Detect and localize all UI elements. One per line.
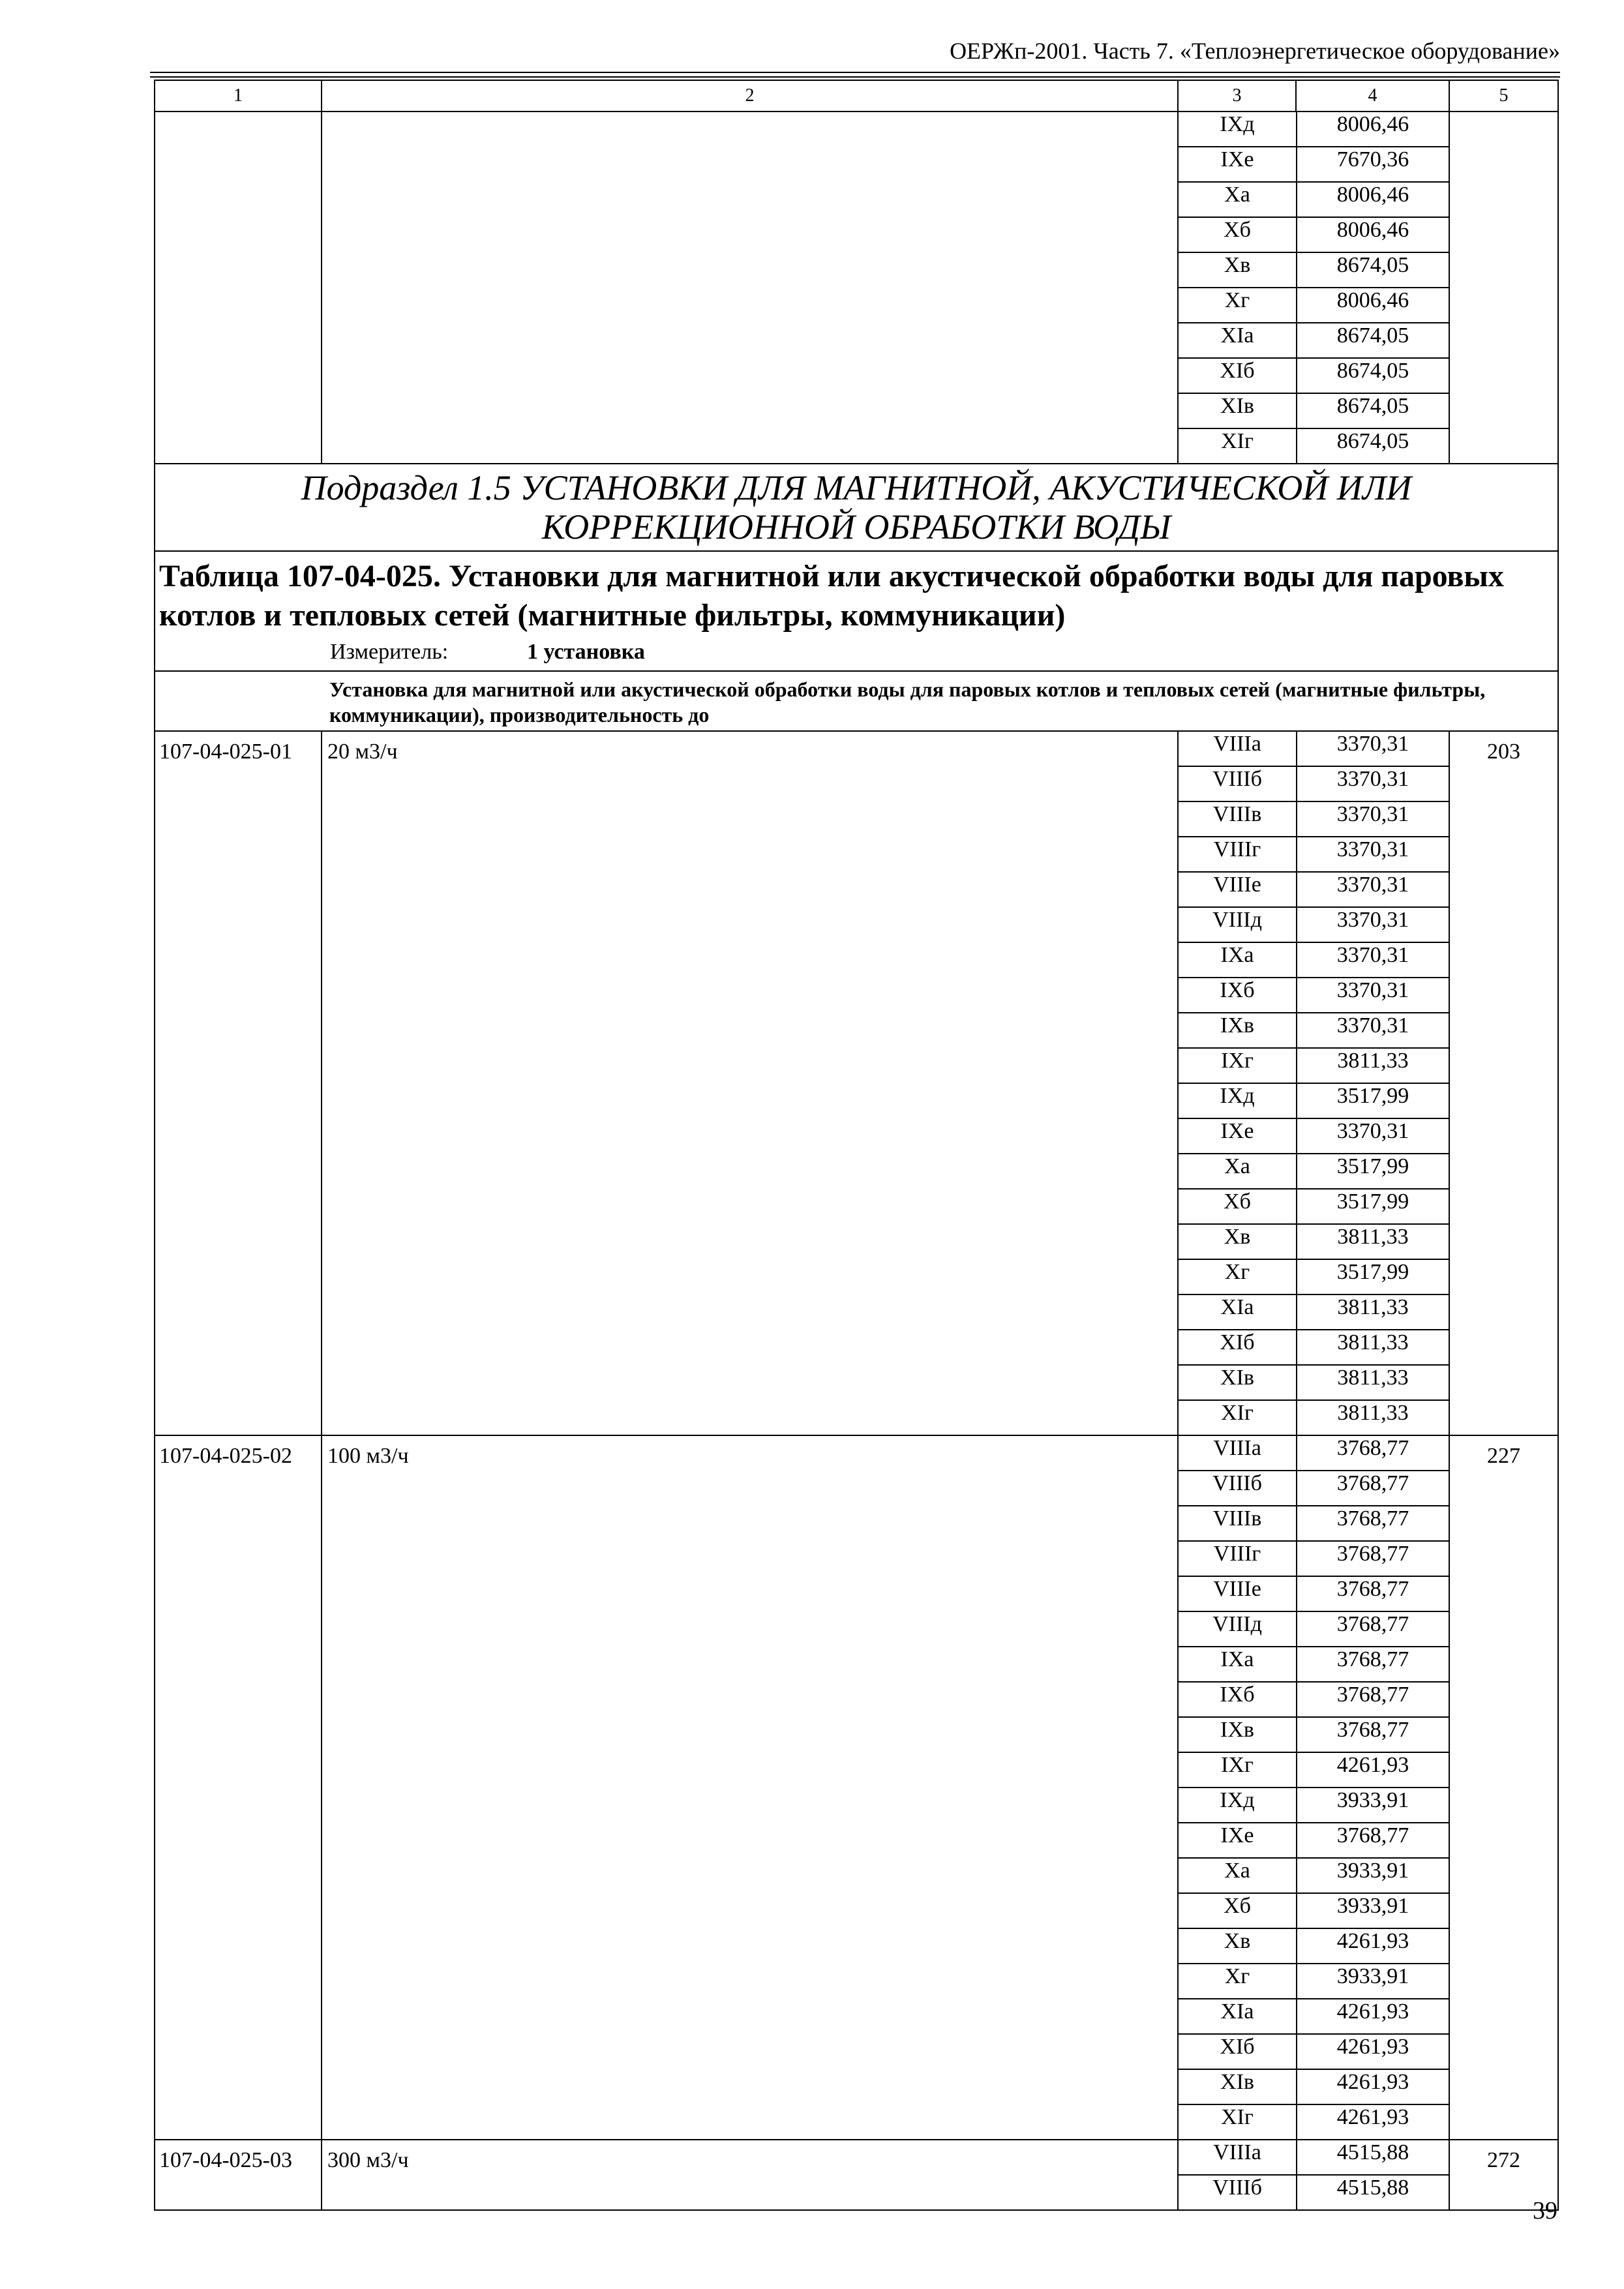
zone-value: 4515,88 xyxy=(1336,2176,1409,2200)
entry-code: 107-04-025-03 xyxy=(155,2140,322,2210)
zone-value: 4261,93 xyxy=(1297,1752,1449,1788)
zone-row xyxy=(1179,112,1449,147)
zone-value: 3370,31 xyxy=(1297,801,1449,837)
zone-value: 8006,46 xyxy=(1297,288,1449,323)
subsection-row xyxy=(155,464,1558,551)
zone-value: 4261,93 xyxy=(1297,1928,1449,1964)
zone-code: Xa xyxy=(1179,1858,1297,1893)
entry-description: 100 м3/ч xyxy=(322,1435,1178,2140)
zone-value: 3768,77 xyxy=(1297,1506,1449,1541)
zone-row xyxy=(1179,1330,1449,1365)
zone-row xyxy=(1179,2104,1449,2139)
zone-value: 3811,33 xyxy=(1337,1401,1409,1425)
zone-values-cell xyxy=(1178,1435,1449,2140)
zone-code: Xб xyxy=(1179,1189,1297,1224)
table-title-row xyxy=(155,551,1558,671)
table-title: Таблица 107-04-025. Установки для магнитной или акустической обработки воды для паровых котлов и тепловых сетей (магнитные фильтры, коммуникации) xyxy=(159,559,1504,633)
zone-code: VIIIв xyxy=(1179,801,1297,837)
zone-row xyxy=(1179,1928,1449,1964)
zone-value: 3370,31 xyxy=(1297,942,1449,978)
entry-description: 300 м3/ч xyxy=(322,2140,1178,2210)
zone-values-cell xyxy=(1178,2140,1449,2210)
zone-value: 8006,46 xyxy=(1297,217,1449,252)
zone-values-list xyxy=(1179,2140,1449,2209)
group-description-row xyxy=(155,671,1558,731)
zone-row xyxy=(1179,1611,1449,1647)
zone-value: 3768,77 xyxy=(1297,1436,1449,1471)
zone-row xyxy=(1179,978,1449,1013)
zone-row xyxy=(1179,766,1449,801)
zone-code: Xг xyxy=(1179,1259,1297,1294)
zone-code: IXд xyxy=(1179,1788,1297,1823)
zone-code: IXг xyxy=(1179,1048,1297,1083)
zone-row xyxy=(1179,1400,1449,1435)
zone-value: 3933,91 xyxy=(1297,1964,1449,1999)
zone-value: 3370,31 xyxy=(1297,907,1449,942)
zone-row xyxy=(1179,1893,1449,1928)
group-description: Установка для магнитной или акустической обработки воды для паровых котлов и тепловых сетей (магнитные фильтры, коммуникации), производительность до xyxy=(155,671,1558,731)
zone-code: Xв xyxy=(1179,1928,1297,1964)
zone-row xyxy=(1179,1788,1449,1823)
zone-code: XIб xyxy=(1179,1330,1297,1365)
column-number: 4 xyxy=(1296,80,1449,112)
subsection-title-line2: КОРРЕКЦИОННОЙ ОБРАБОТКИ ВОДЫ xyxy=(541,507,1171,546)
meter-value: 1 установка xyxy=(527,640,645,664)
zone-code: VIIIa xyxy=(1179,732,1297,766)
zone-code: XIa xyxy=(1179,1294,1297,1330)
zone-code: VIIIe xyxy=(1179,872,1297,907)
entry-col5-value: 227 xyxy=(1449,1435,1558,2140)
zone-value: 8674,05 xyxy=(1336,429,1409,453)
zone-values-list xyxy=(1179,732,1449,1435)
zone-row xyxy=(1179,288,1449,323)
zone-row xyxy=(1179,1224,1449,1259)
zone-code: IXд xyxy=(1179,1083,1297,1118)
zone-value: 3768,77 xyxy=(1297,1717,1449,1752)
zone-value: 8674,05 xyxy=(1297,323,1449,358)
zone-code: XIв xyxy=(1179,1365,1297,1400)
zone-value: 3768,77 xyxy=(1297,1647,1449,1682)
zone-value: 3370,31 xyxy=(1297,978,1449,1013)
zone-row xyxy=(1179,872,1449,907)
zone-value: 3517,99 xyxy=(1297,1154,1449,1189)
zone-rows xyxy=(1179,2140,1449,2209)
zone-row xyxy=(1179,1259,1449,1294)
zone-row xyxy=(1179,252,1449,288)
zone-row xyxy=(1179,1294,1449,1330)
column-number-row xyxy=(155,80,1558,112)
entry-description: 20 м3/ч xyxy=(322,731,1178,1435)
zone-row xyxy=(1179,837,1449,872)
zone-value: 3933,91 xyxy=(1297,1858,1449,1893)
zone-row xyxy=(1179,2069,1449,2104)
zone-row xyxy=(1179,1999,1449,2034)
zone-value: 3768,77 xyxy=(1297,1576,1449,1611)
zone-value: 3517,99 xyxy=(1297,1083,1449,1118)
zone-value: 7670,36 xyxy=(1297,147,1449,182)
zone-value: 4261,93 xyxy=(1297,1999,1449,2034)
page-number: 39 xyxy=(1533,2197,1557,2224)
entry-col5-value: 272 xyxy=(1449,2140,1558,2210)
zone-row xyxy=(1179,1752,1449,1788)
zone-value: 3811,33 xyxy=(1297,1048,1449,1083)
zone-code: IXe xyxy=(1179,147,1297,182)
zone-value: 8674,05 xyxy=(1297,252,1449,288)
zone-row xyxy=(1179,1541,1449,1576)
zone-row xyxy=(1179,942,1449,978)
column-number: 5 xyxy=(1449,80,1558,112)
zone-code: VIIIд xyxy=(1179,907,1297,942)
zone-value: 3517,99 xyxy=(1297,1189,1449,1224)
zone-code: Xг xyxy=(1179,288,1297,323)
subsection-title xyxy=(155,464,1558,551)
zone-row xyxy=(1179,732,1449,766)
zone-value: 3811,33 xyxy=(1297,1330,1449,1365)
zone-code: XIб xyxy=(1179,358,1297,393)
zone-code: VIIIб xyxy=(1179,1471,1297,1506)
zone-code: VIIIa xyxy=(1179,1436,1297,1471)
header-rule xyxy=(150,72,1560,73)
zone-code: VIIIд xyxy=(1179,1611,1297,1647)
zone-value: 3933,91 xyxy=(1297,1893,1449,1928)
zone-row xyxy=(1179,1506,1449,1541)
zone-row xyxy=(1179,182,1449,217)
zone-row xyxy=(1179,323,1449,358)
zone-code: IXд xyxy=(1179,112,1297,147)
zone-code: Xa xyxy=(1179,182,1297,217)
zone-row xyxy=(1179,393,1449,428)
zone-code: Xг xyxy=(1179,1964,1297,1999)
zone-value: 4261,93 xyxy=(1336,2105,1409,2129)
column-number: 3 xyxy=(1178,80,1296,112)
zone-code: IXб xyxy=(1179,1682,1297,1717)
zone-row xyxy=(1179,147,1449,182)
entry-code: 107-04-025-02 xyxy=(155,1435,322,2140)
price-entry xyxy=(155,2140,1558,2210)
zone-code: VIIIг xyxy=(1179,837,1297,872)
zone-value: 3768,77 xyxy=(1297,1541,1449,1576)
zone-code: IXг xyxy=(1179,1752,1297,1788)
zone-code: XIa xyxy=(1179,323,1297,358)
zone-value: 4261,93 xyxy=(1297,2034,1449,2069)
meter-label: Измеритель: xyxy=(330,640,449,664)
zone-code: IXe xyxy=(1179,1118,1297,1154)
zone-code: IXa xyxy=(1179,942,1297,978)
column-number: 1 xyxy=(155,80,322,112)
zone-value: 3933,91 xyxy=(1297,1788,1449,1823)
zone-code: IXв xyxy=(1179,1013,1297,1048)
code-cell xyxy=(155,112,322,464)
zone-code: XIв xyxy=(1179,393,1297,428)
zone-value: 4261,93 xyxy=(1297,2069,1449,2104)
zone-row xyxy=(1179,1118,1449,1154)
zone-code: VIIIa xyxy=(1179,2140,1297,2175)
zone-code: IXв xyxy=(1179,1717,1297,1752)
zone-row xyxy=(1179,428,1449,463)
zone-value: 3768,77 xyxy=(1297,1471,1449,1506)
zone-row xyxy=(1179,2175,1449,2209)
description-cell xyxy=(322,112,1178,464)
zone-row xyxy=(1179,2140,1449,2175)
zone-rows xyxy=(1179,1436,1449,2139)
zone-code: VIIIe xyxy=(1179,1576,1297,1611)
zone-row xyxy=(1179,1083,1449,1118)
zone-value: 3370,31 xyxy=(1297,766,1449,801)
zone-code: IXб xyxy=(1179,978,1297,1013)
zone-rows xyxy=(1179,732,1449,1435)
zone-value: 3370,31 xyxy=(1297,872,1449,907)
zone-values-list xyxy=(1179,1436,1449,2139)
zone-row xyxy=(1179,217,1449,252)
zone-row xyxy=(1179,1471,1449,1506)
header-rule-double xyxy=(150,76,1560,78)
zone-row xyxy=(1179,1365,1449,1400)
zone-code: IXa xyxy=(1179,1647,1297,1682)
zone-row xyxy=(1179,1858,1449,1893)
subsection-title-line1: Подраздел 1.5 УСТАНОВКИ ДЛЯ МАГНИТНОЙ, АКУСТИЧЕСКОЙ ИЛИ xyxy=(301,468,1412,507)
zone-value: 3370,31 xyxy=(1297,837,1449,872)
price-table xyxy=(154,80,1559,2211)
zone-values-cell xyxy=(1178,112,1449,464)
zone-value: 8006,46 xyxy=(1297,112,1449,147)
zone-value: 8006,46 xyxy=(1297,182,1449,217)
zone-row xyxy=(1179,1189,1449,1224)
zone-value: 3517,99 xyxy=(1297,1259,1449,1294)
price-entry xyxy=(155,731,1558,1435)
zone-value: 3811,33 xyxy=(1297,1294,1449,1330)
extra-cell xyxy=(1449,112,1558,464)
zone-value: 3768,77 xyxy=(1297,1682,1449,1717)
zone-code: XIг xyxy=(1179,428,1297,463)
zone-code: Xб xyxy=(1179,1893,1297,1928)
zone-code: Xa xyxy=(1179,1154,1297,1189)
zone-row xyxy=(1179,801,1449,837)
zone-value: 3370,31 xyxy=(1297,732,1449,766)
zone-row xyxy=(1179,1717,1449,1752)
meter xyxy=(330,638,1554,666)
entry-code: 107-04-025-01 xyxy=(155,731,322,1435)
zone-value: 3370,31 xyxy=(1297,1118,1449,1154)
zone-value: 8674,05 xyxy=(1297,393,1449,428)
zone-value: 3811,33 xyxy=(1297,1224,1449,1259)
zone-row xyxy=(1179,1823,1449,1858)
zone-value: 3370,31 xyxy=(1297,1013,1449,1048)
price-entry xyxy=(155,1435,1558,2140)
zone-values-list xyxy=(1179,112,1449,463)
zone-code: VIIIб xyxy=(1179,766,1297,801)
zone-row xyxy=(1179,1048,1449,1083)
zone-code: Xб xyxy=(1179,217,1297,252)
zone-code: VIIIв xyxy=(1179,1506,1297,1541)
zone-row xyxy=(1179,358,1449,393)
continuation-entry xyxy=(155,112,1558,464)
zone-row xyxy=(1179,907,1449,942)
zone-values-cell xyxy=(1178,731,1449,1435)
zone-row xyxy=(1179,1576,1449,1611)
zone-value: 4515,88 xyxy=(1297,2140,1449,2175)
zone-value: 3768,77 xyxy=(1297,1611,1449,1647)
zone-code: XIг xyxy=(1179,2104,1297,2139)
column-number: 2 xyxy=(322,80,1178,112)
zone-rows xyxy=(1179,112,1449,463)
zone-code: Xв xyxy=(1179,1224,1297,1259)
zone-code: XIa xyxy=(1179,1999,1297,2034)
zone-row xyxy=(1179,1154,1449,1189)
running-header: ОЕРЖп-2001. Часть 7. «Теплоэнергетическое оборудование» xyxy=(950,38,1560,64)
entry-col5-value: 203 xyxy=(1449,731,1558,1435)
zone-code: IXe xyxy=(1179,1823,1297,1858)
zone-code: VIIIг xyxy=(1179,1541,1297,1576)
zone-value: 3811,33 xyxy=(1297,1365,1449,1400)
zone-row xyxy=(1179,2034,1449,2069)
zone-value: 8674,05 xyxy=(1297,358,1449,393)
zone-code: Xв xyxy=(1179,252,1297,288)
zone-code: XIг xyxy=(1179,1400,1297,1435)
zone-row xyxy=(1179,1964,1449,1999)
zone-code: XIв xyxy=(1179,2069,1297,2104)
zone-value: 3768,77 xyxy=(1297,1823,1449,1858)
zone-row xyxy=(1179,1436,1449,1471)
table-title-cell xyxy=(155,551,1558,671)
zone-row xyxy=(1179,1682,1449,1717)
zone-code: XIб xyxy=(1179,2034,1297,2069)
zone-code: VIIIб xyxy=(1179,2175,1297,2209)
zone-row xyxy=(1179,1013,1449,1048)
zone-row xyxy=(1179,1647,1449,1682)
